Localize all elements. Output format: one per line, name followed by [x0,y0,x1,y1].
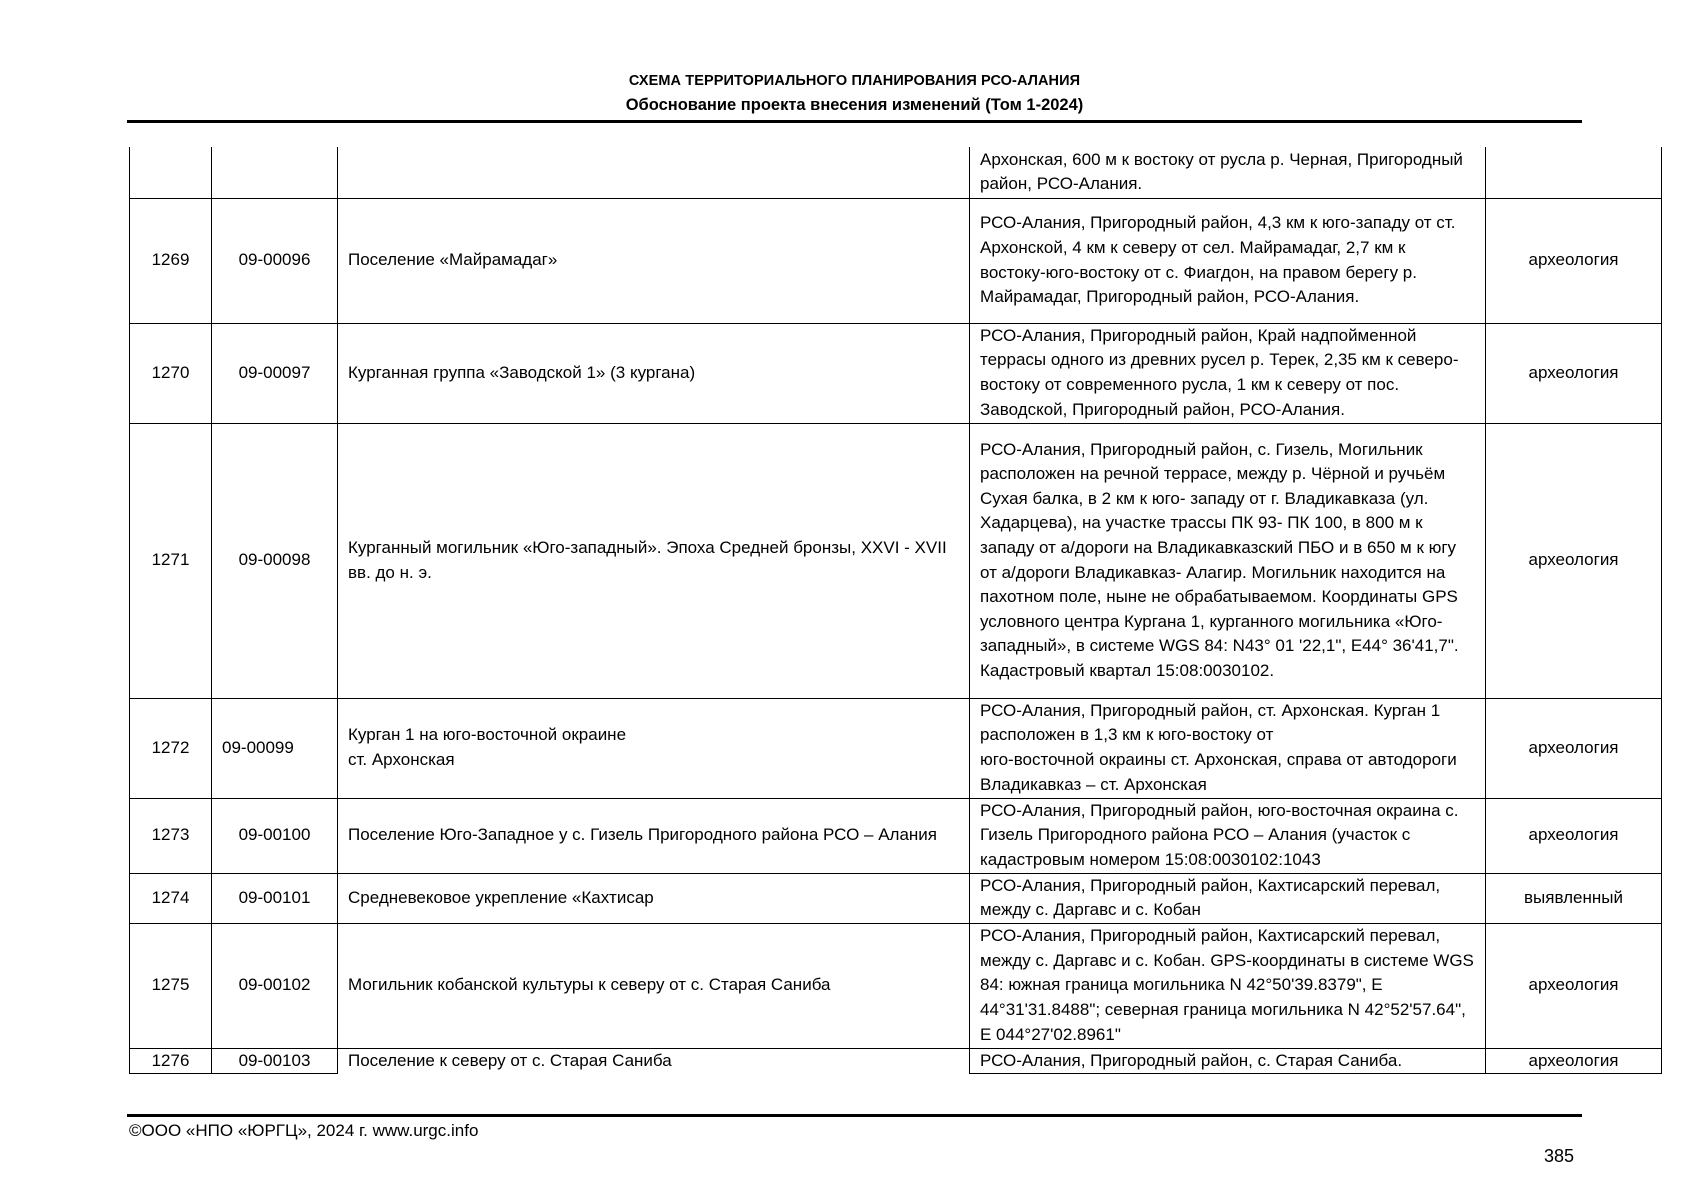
reg-code-cell: 09-00100 [212,798,338,873]
row-number-cell: 1270 [130,323,212,423]
category-cell: археология [1486,923,1662,1048]
table-row [130,323,1662,423]
table-row [130,147,1662,198]
category-cell: археология [1486,698,1662,798]
reg-code-cell: 09-00102 [212,923,338,1048]
header-rule [127,120,1582,123]
object-name-cell: Поселение Юго-Западное у с. Гизель Пригородного района РСО – Алания [338,798,970,873]
table-row [130,923,1662,1048]
reg-code-cell: 09-00101 [212,873,338,923]
address-cell: Архонская, 600 м к востоку от русла р. Черная, Пригородный район, РСО-Алания. [970,147,1486,198]
row-number-cell: 1271 [130,423,212,698]
row-number-cell [130,147,212,198]
document-header-title: СХЕМА ТЕРРИТОРИАЛЬНОГО ПЛАНИРОВАНИЯ РСО-АЛАНИЯ [628,73,1081,89]
object-name-cell [338,698,970,798]
object-name-line: ст. Архонская [348,750,455,769]
object-name-cell [338,147,970,198]
row-number-cell: 1273 [130,798,212,873]
table-row [130,873,1662,923]
address-cell: РСО-Алания, Пригородный район, 4,3 км к юго-западу от ст. Архонской, 4 км к северу от сел. Майрамадаг, 2,7 км к востоку-юго-востоку от с. Фиагдон, на правом берегу р. Майрамадаг, Пригородный район, РСО-Алания. [970,198,1486,323]
category-cell: археология [1486,798,1662,873]
address-line: юго-восточной окраины ст. Архонская, справа от автодороги Владикавказ – ст. Архонская [980,750,1457,794]
category-cell: археология [1486,423,1662,698]
footer-rule [127,1114,1582,1117]
row-number-cell: 1275 [130,923,212,1048]
address-cell: РСО-Алания, Пригородный район, с. Гизель, Могильник расположен на речной террасе, между р. Чёрной и ручьём Сухая балка, в 2 км к юго- западу от г. Владикавказа (ул. Хадарцева), на участке трассы ПК 93- ПК 100, в 800 м к западу от а/дороги на Владикавказский ПБО и в 650 м к югу от а/дороги Владикавказ- Алагир. Могильник находится на пахотном поле, ныне не обрабатываемом. Координаты GPS условного центра Кургана 1, курганного могильника «Юго-западный», в системе WGS 84: N43° 01 '22,1", E44° 36'41,7". Кадастровый квартал 15:08:0030102. [970,423,1486,698]
address-line: РСО-Алания, Пригородный район, ст. Архонская. Курган 1 расположен в 1,3 км к юго-востоку от [980,700,1441,745]
object-name-cell: Поселение «Майрамадаг» [338,198,970,323]
object-name-cell: Средневековое укрепление «Кахтисар [338,873,970,923]
object-name-cell: Поселение к северу от с. Старая Саниба [338,1048,970,1074]
reg-code-cell [212,147,338,198]
table-row [130,198,1662,323]
category-cell: археология [1486,198,1662,323]
footer-copyright: ©ООО «НПО «ЮРГЦ», 2024 г. www.urgc.info [129,1121,479,1140]
category-cell: археология [1486,323,1662,423]
table-row [130,1048,1662,1074]
address-cell: РСО-Алания, Пригородный район, юго-восточная окраина с. Гизель Пригородного района РСО – Алания (участок с кадастровым номером 15:08:0030102:1043 [970,798,1486,873]
reg-code-cell: 09-00099 [212,698,338,798]
object-name-cell: Курганный могильник «Юго-западный». Эпоха Средней бронзы, XXVI - XVII вв. до н. э. [338,423,970,698]
reg-code-cell: 09-00103 [212,1048,338,1074]
row-number-cell: 1272 [130,698,212,798]
row-number-cell: 1274 [130,873,212,923]
category-cell: выявленный [1486,873,1662,923]
address-cell [970,698,1486,798]
object-name-line: Курган 1 на юго-восточной окраине [348,725,627,745]
page-number: 385 [1544,1146,1575,1166]
monuments-table [129,147,1662,1074]
address-cell: РСО-Алания, Пригородный район, Кахтисарский перевал, между с. Даргавс и с. Кобан [970,873,1486,923]
address-cell: РСО-Алания, Пригородный район, с. Старая Саниба. [970,1048,1486,1074]
category-cell [1486,147,1662,198]
reg-code-cell: 09-00096 [212,198,338,323]
row-number-cell: 1276 [130,1048,212,1074]
object-name-cell: Курганная группа «Заводской 1» (3 кургана) [338,323,970,423]
table-row [130,798,1662,873]
reg-code-cell: 09-00098 [212,423,338,698]
table-row [130,423,1662,698]
address-cell: РСО-Алания, Пригородный район, Край надпойменной террасы одного из древних русел р. Терек, 2,35 км к северо-востоку от современного русла, 1 км к северу от пос. Заводской, Пригородный район, РСО-Алания. [970,323,1486,423]
address-cell: РСО-Алания, Пригородный район, Кахтисарский перевал, между с. Даргавс и с. Кобан. GPS-координаты в системе WGS 84: южная граница могильника N 42°50'39.8379", E 44°31'31.8488"; северная граница могильника N 42°52'57.64", E 044°27'02.8961" [970,923,1486,1048]
reg-code-cell: 09-00097 [212,323,338,423]
document-header-subtitle: Обоснование проекта внесения изменений (Том 1-2024) [625,96,1084,114]
object-name-cell: Могильник кобанской культуры к северу от с. Старая Саниба [338,923,970,1048]
table-row [130,698,1662,798]
category-cell: археология [1486,1048,1662,1074]
row-number-cell: 1269 [130,198,212,323]
